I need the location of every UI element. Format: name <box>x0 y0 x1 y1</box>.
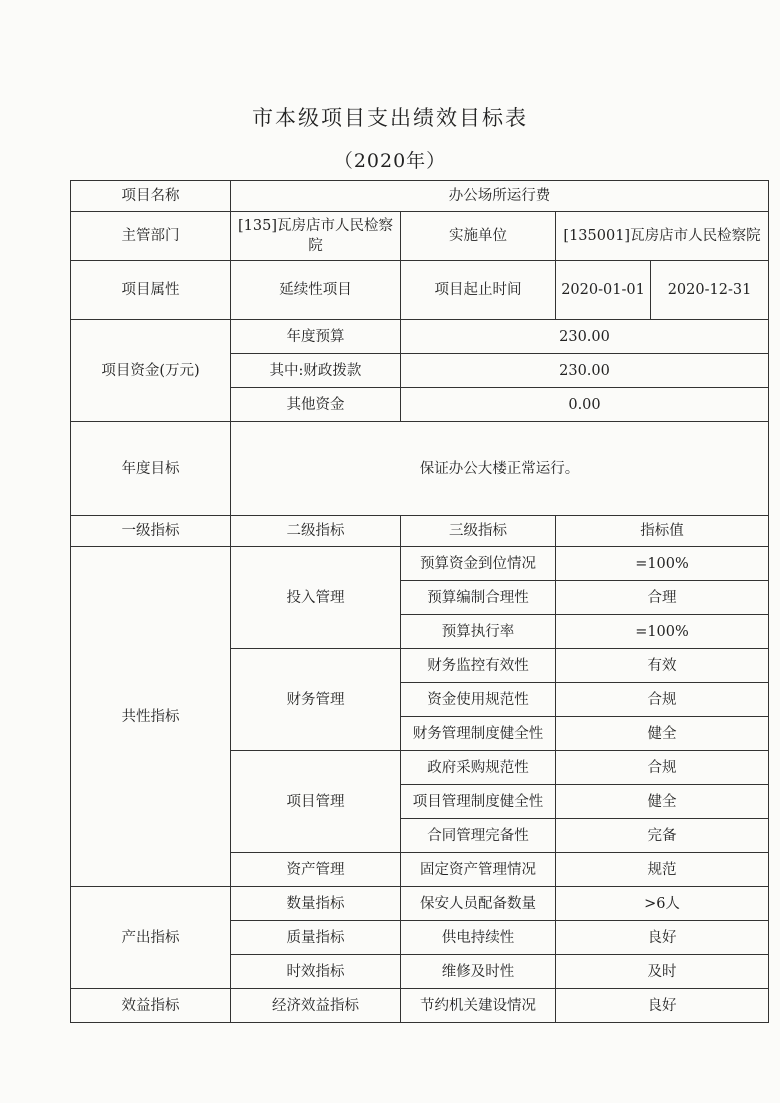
project-attribute-label: 项目属性 <box>71 261 231 320</box>
end-date: 2020-12-31 <box>651 261 769 320</box>
project-attribute-row <box>71 261 769 320</box>
project-attribute-value: 延续性项目 <box>231 261 401 320</box>
performance-target-table <box>70 180 769 1023</box>
indicator-value: 完备 <box>556 819 769 853</box>
indicator-value: 健全 <box>556 717 769 751</box>
indicator-value: 合理 <box>556 581 769 615</box>
indicator-value: 合规 <box>556 683 769 717</box>
indicator-value: >6人 <box>556 887 769 921</box>
subgroup-finance: 财务管理 <box>231 649 401 751</box>
indicator-value: =100% <box>556 547 769 581</box>
header-level2: 二级指标 <box>231 516 401 547</box>
indicator-name: 财务监控有效性 <box>401 649 556 683</box>
annual-goal-row <box>71 422 769 516</box>
project-name-row <box>71 181 769 212</box>
header-indicator-value: 指标值 <box>556 516 769 547</box>
page-subtitle: （2020年） <box>333 150 447 172</box>
implementing-unit-value: [135001]瓦房店市人民检察院 <box>556 212 769 261</box>
header-level1: 一级指标 <box>71 516 231 547</box>
indicator-name: 节约机关建设情况 <box>401 989 556 1023</box>
subgroup-quantity: 数量指标 <box>231 887 401 921</box>
indicator-name: 预算执行率 <box>401 615 556 649</box>
indicator-header-row <box>71 516 769 547</box>
indicator-value: 良好 <box>556 989 769 1023</box>
indicator-name: 固定资产管理情况 <box>401 853 556 887</box>
annual-budget-value: 230.00 <box>401 320 769 354</box>
group-output: 产出指标 <box>71 887 231 989</box>
project-name-label: 项目名称 <box>71 181 231 212</box>
indicator-name: 预算编制合理性 <box>401 581 556 615</box>
indicator-row <box>71 989 769 1023</box>
indicator-row <box>71 887 769 921</box>
group-benefit: 效益指标 <box>71 989 231 1023</box>
implementing-unit-label: 实施单位 <box>401 212 556 261</box>
indicator-name: 财务管理制度健全性 <box>401 717 556 751</box>
indicator-name: 供电持续性 <box>401 921 556 955</box>
indicator-value: 有效 <box>556 649 769 683</box>
subgroup-timeliness: 时效指标 <box>231 955 401 989</box>
start-date: 2020-01-01 <box>556 261 651 320</box>
indicator-name: 资金使用规范性 <box>401 683 556 717</box>
indicator-value: 健全 <box>556 785 769 819</box>
group-common: 共性指标 <box>71 547 231 887</box>
indicator-name: 合同管理完备性 <box>401 819 556 853</box>
annual-budget-label: 年度预算 <box>231 320 401 354</box>
department-row <box>71 212 769 261</box>
indicator-value: 合规 <box>556 751 769 785</box>
indicator-value: 规范 <box>556 853 769 887</box>
annual-goal-value: 保证办公大楼正常运行。 <box>231 422 769 516</box>
indicator-value: 良好 <box>556 921 769 955</box>
annual-budget-row <box>71 320 769 354</box>
subgroup-asset: 资产管理 <box>231 853 401 887</box>
page-title: 市本级项目支出绩效目标表 <box>252 106 528 130</box>
fiscal-allocation-value: 230.00 <box>401 354 769 388</box>
header-level3: 三级指标 <box>401 516 556 547</box>
other-funds-value: 0.00 <box>401 388 769 422</box>
indicator-name: 政府采购规范性 <box>401 751 556 785</box>
subgroup-quality: 质量指标 <box>231 921 401 955</box>
fiscal-allocation-label: 其中:财政拨款 <box>231 354 401 388</box>
subgroup-economic: 经济效益指标 <box>231 989 401 1023</box>
indicator-name: 维修及时性 <box>401 955 556 989</box>
indicator-row <box>71 547 769 581</box>
indicator-name: 预算资金到位情况 <box>401 547 556 581</box>
subgroup-project: 项目管理 <box>231 751 401 853</box>
department-label: 主管部门 <box>71 212 231 261</box>
indicator-value: 及时 <box>556 955 769 989</box>
annual-goal-label: 年度目标 <box>71 422 231 516</box>
project-name-value: 办公场所运行费 <box>231 181 769 212</box>
project-period-label: 项目起止时间 <box>401 261 556 320</box>
indicator-name: 保安人员配备数量 <box>401 887 556 921</box>
indicator-value: =100% <box>556 615 769 649</box>
department-value: [135]瓦房店市人民检察院 <box>231 212 401 261</box>
funds-label: 项目资金(万元) <box>71 320 231 422</box>
other-funds-label: 其他资金 <box>231 388 401 422</box>
subgroup-input: 投入管理 <box>231 547 401 649</box>
indicator-name: 项目管理制度健全性 <box>401 785 556 819</box>
